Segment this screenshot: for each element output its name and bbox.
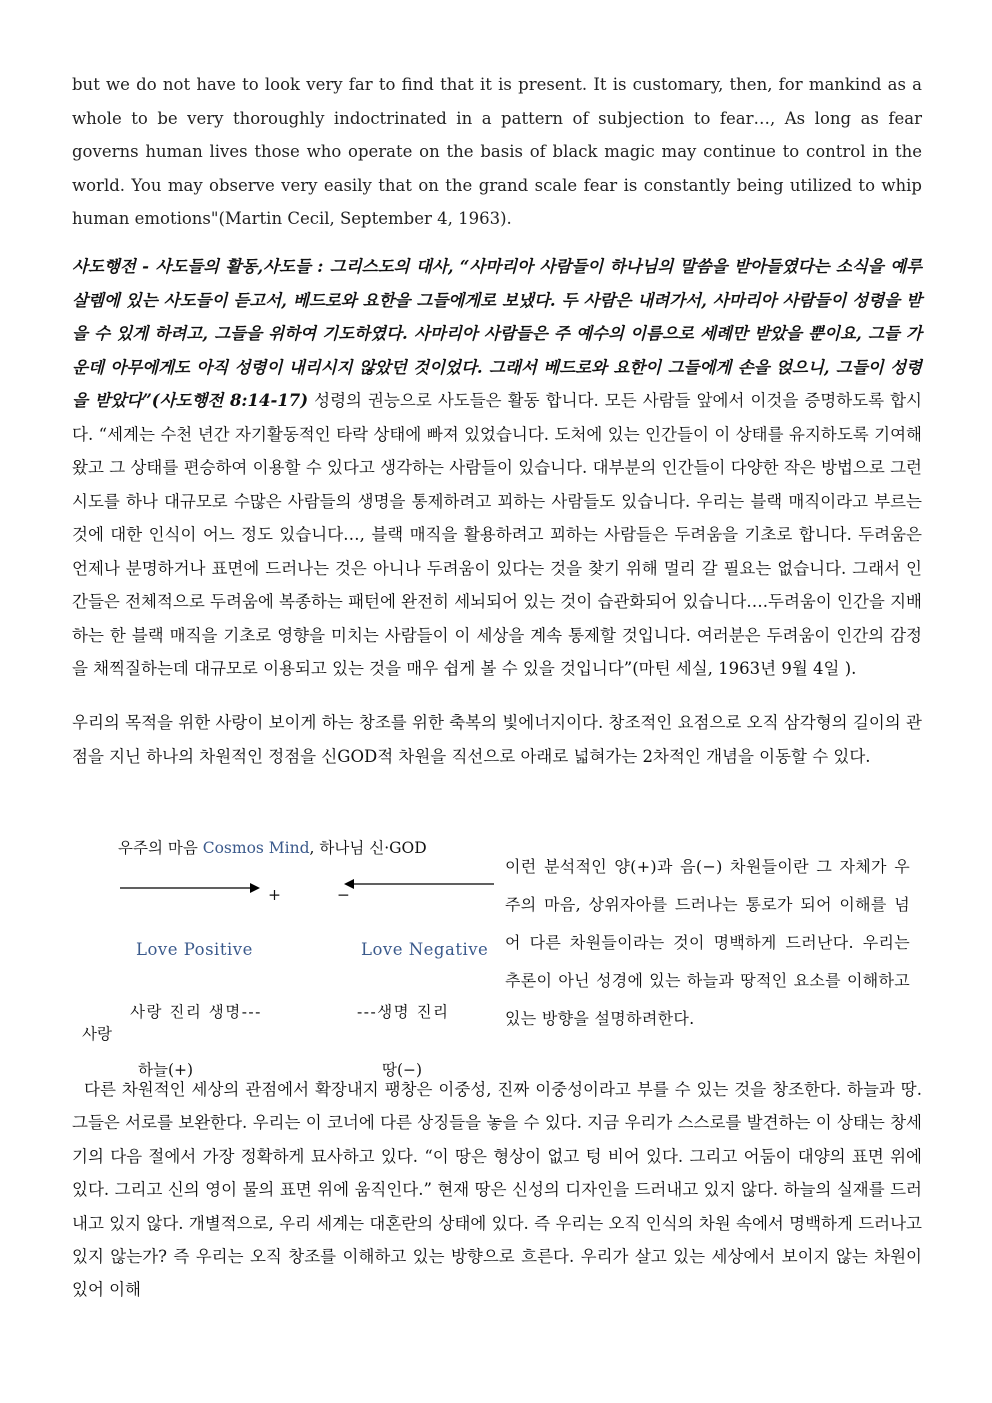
acts-quote-commentary: 성령의 권능으로 사도들은 활동 합니다. 모든 사람들 앞에서 이것을 증명하도록 합시다. “세계는 수천 년간 자기활동적인 타락 상태에 빠져 있었습니다. 도처에 있는 인간들이 이 상태를 유지하도록 기여해 왔고 그 상태를 편승하여 이용할 수 있다고 생각하는 사람들이 있습니다. 대부분의 인간들이 다양한 작은 방법으로 그런 시도를 하나 대규모로 수많은 사람들의 생명을 통제하려고 꾀하는 사람들도 있습니다. 우리는 블랙 매직이라고 부르는 것에 대한 인식이 어느 정도 있습니다…, 블랙 매직을 활용하려고 꾀하는 사람들은 두려움을 기초로 합니다. 두려움은 언제나 분명하거나 표면에 드러나는 것은 아니나 두려움이 있다는 것을 찾기 위해 멀리 갈 필요는 없습니다. 그래서 인간들은 전체적으로 두려움에 복종하는 패턴에 완전히 세뇌되어 있는 것이 습관화되어 있습니다….두려움이 인간을 지배하는 한 블랙 매직을 기초로 영향을 미치는 사람들이 이 세상을 계속 통제할 것입니다. 여러분은 두려움이 인간의 감정을 채찍질하는데 대규모로 이용되고 있는 것을 매우 쉽게 볼 수 있을 것입니다”(마틴 세실, 1963년 9월 4일 ). [72, 391, 922, 678]
left-virtues: 사랑 진리 생명--- [130, 1003, 262, 1021]
love-diagram [72, 826, 502, 1086]
plus-sign: + [268, 886, 281, 904]
love-positive-label: Love Positive [136, 940, 253, 959]
diagram-explanation: 이런 분석적인 양(+)과 음(−) 차원들이란 그 자체가 우주의 마음, 상위자아를 드러나는 통로가 되어 이해를 넘어 다른 차원들이라는 것이 명백하게 드러난다. 우리는 추론이 아닌 성경에 있는 하늘과 땅적인 요소를 이해하고 있는 방향을 설명하려한다. [505, 857, 910, 1028]
right-virtues: ---생명 진리 [357, 1003, 450, 1021]
acts-paragraph [72, 250, 922, 686]
earth-label: 땅(−) [382, 1061, 423, 1079]
acts-quote-bold: 사도행전 - 사도들의 활동,사도들 : 그리스도의 대사, “사마리아 사람들이 하나님의 말씀을 받아들였다는 소식을 예루살렘에 있는 사도들이 듣고서, 베드로와 요한을 그들에게로 보냈다. 두 사람은 내려가서, 사마리아 사람들이 성령을 받을 수 있게 하려고, 그들을 위하여 기도하였다. 사마리아 사람들은 주 예수의 이름으로 세례만 받았을 뿐이요, 그들 가운데 아무에게도 아직 성령이 내리시지 않았던 것이었다. 그래서 베드로와 요한이 그들에게 손을 얹으니, 그들이 성령을 받았다”(사도행전 8:14-17) [72, 257, 922, 410]
diagram-arrows [72, 866, 502, 946]
love-negative-label: Love Negative [361, 940, 489, 959]
minus-sign: − [337, 886, 350, 904]
left-love-extra: 사랑 [82, 1025, 112, 1043]
purpose-paragraph: 우리의 목적을 위한 사랑이 보이게 하는 창조를 위한 축복의 빛에너지이다. 창조적인 요점으로 오직 삼각형의 길이의 관점을 지닌 하나의 차원적인 정점을 신GOD적 차원을 직선으로 아래로 넓혀가는 2차적인 개념을 이동할 수 있다. [72, 713, 922, 766]
heaven-label: 하늘(+) [138, 1061, 194, 1079]
duality-paragraph: 다른 차원적인 세상의 관점에서 확장내지 팽창은 이중성, 진짜 이중성이라고 부를 수 있는 것을 창조한다. 하늘과 땅. 그들은 서로를 보완한다. 우리는 이 코너에 다른 상징들을 놓을 수 있다. 지금 우리가 스스로를 발견하는 이 상태는 창세기의 다음 절에서 가장 정확하게 묘사하고 있다. “이 땅은 형상이 없고 텅 비어 있다. 그리고 어둠이 대양의 표면 위에 있다. 그리고 신의 영이 물의 표면 위에 움직인다.” 현재 땅은 신성의 디자인을 드러내고 있지 않다. 하늘의 실재를 드러내고 있지 않다. 개별적으로, 우리 세계는 대혼란의 상태에 있다. 즉 우리는 오직 인식의 차원 속에서 명백하게 드러나고 있지 않는가? 즉 우리는 오직 창조를 이해하고 있는 방향으로 흐른다. 우리가 살고 있는 세상에서 보이지 않는 차원이 있어 이해 [72, 1080, 922, 1300]
diagram-title-god: , 하나님 신·GOD [309, 839, 427, 857]
diagram-title [118, 836, 427, 858]
english-quote-paragraph: but we do not have to look very far to find that it is present. It is customary, then, for mankind as a whole to be very thoroughly indoctrinated in a pattern of subjection to fear…, As long as fear governs human lives those who operate on the basis of black magic may continue to control in the world. You may observe very easily that on the grand scale fear is constantly being utilized to whip human emotions"(Martin Cecil, September 4, 1963). [72, 75, 922, 228]
diagram-title-en: Cosmos Mind [202, 839, 310, 857]
diagram-title-ko: 우주의 마음 [118, 839, 203, 857]
right-arrow-head [250, 883, 260, 893]
